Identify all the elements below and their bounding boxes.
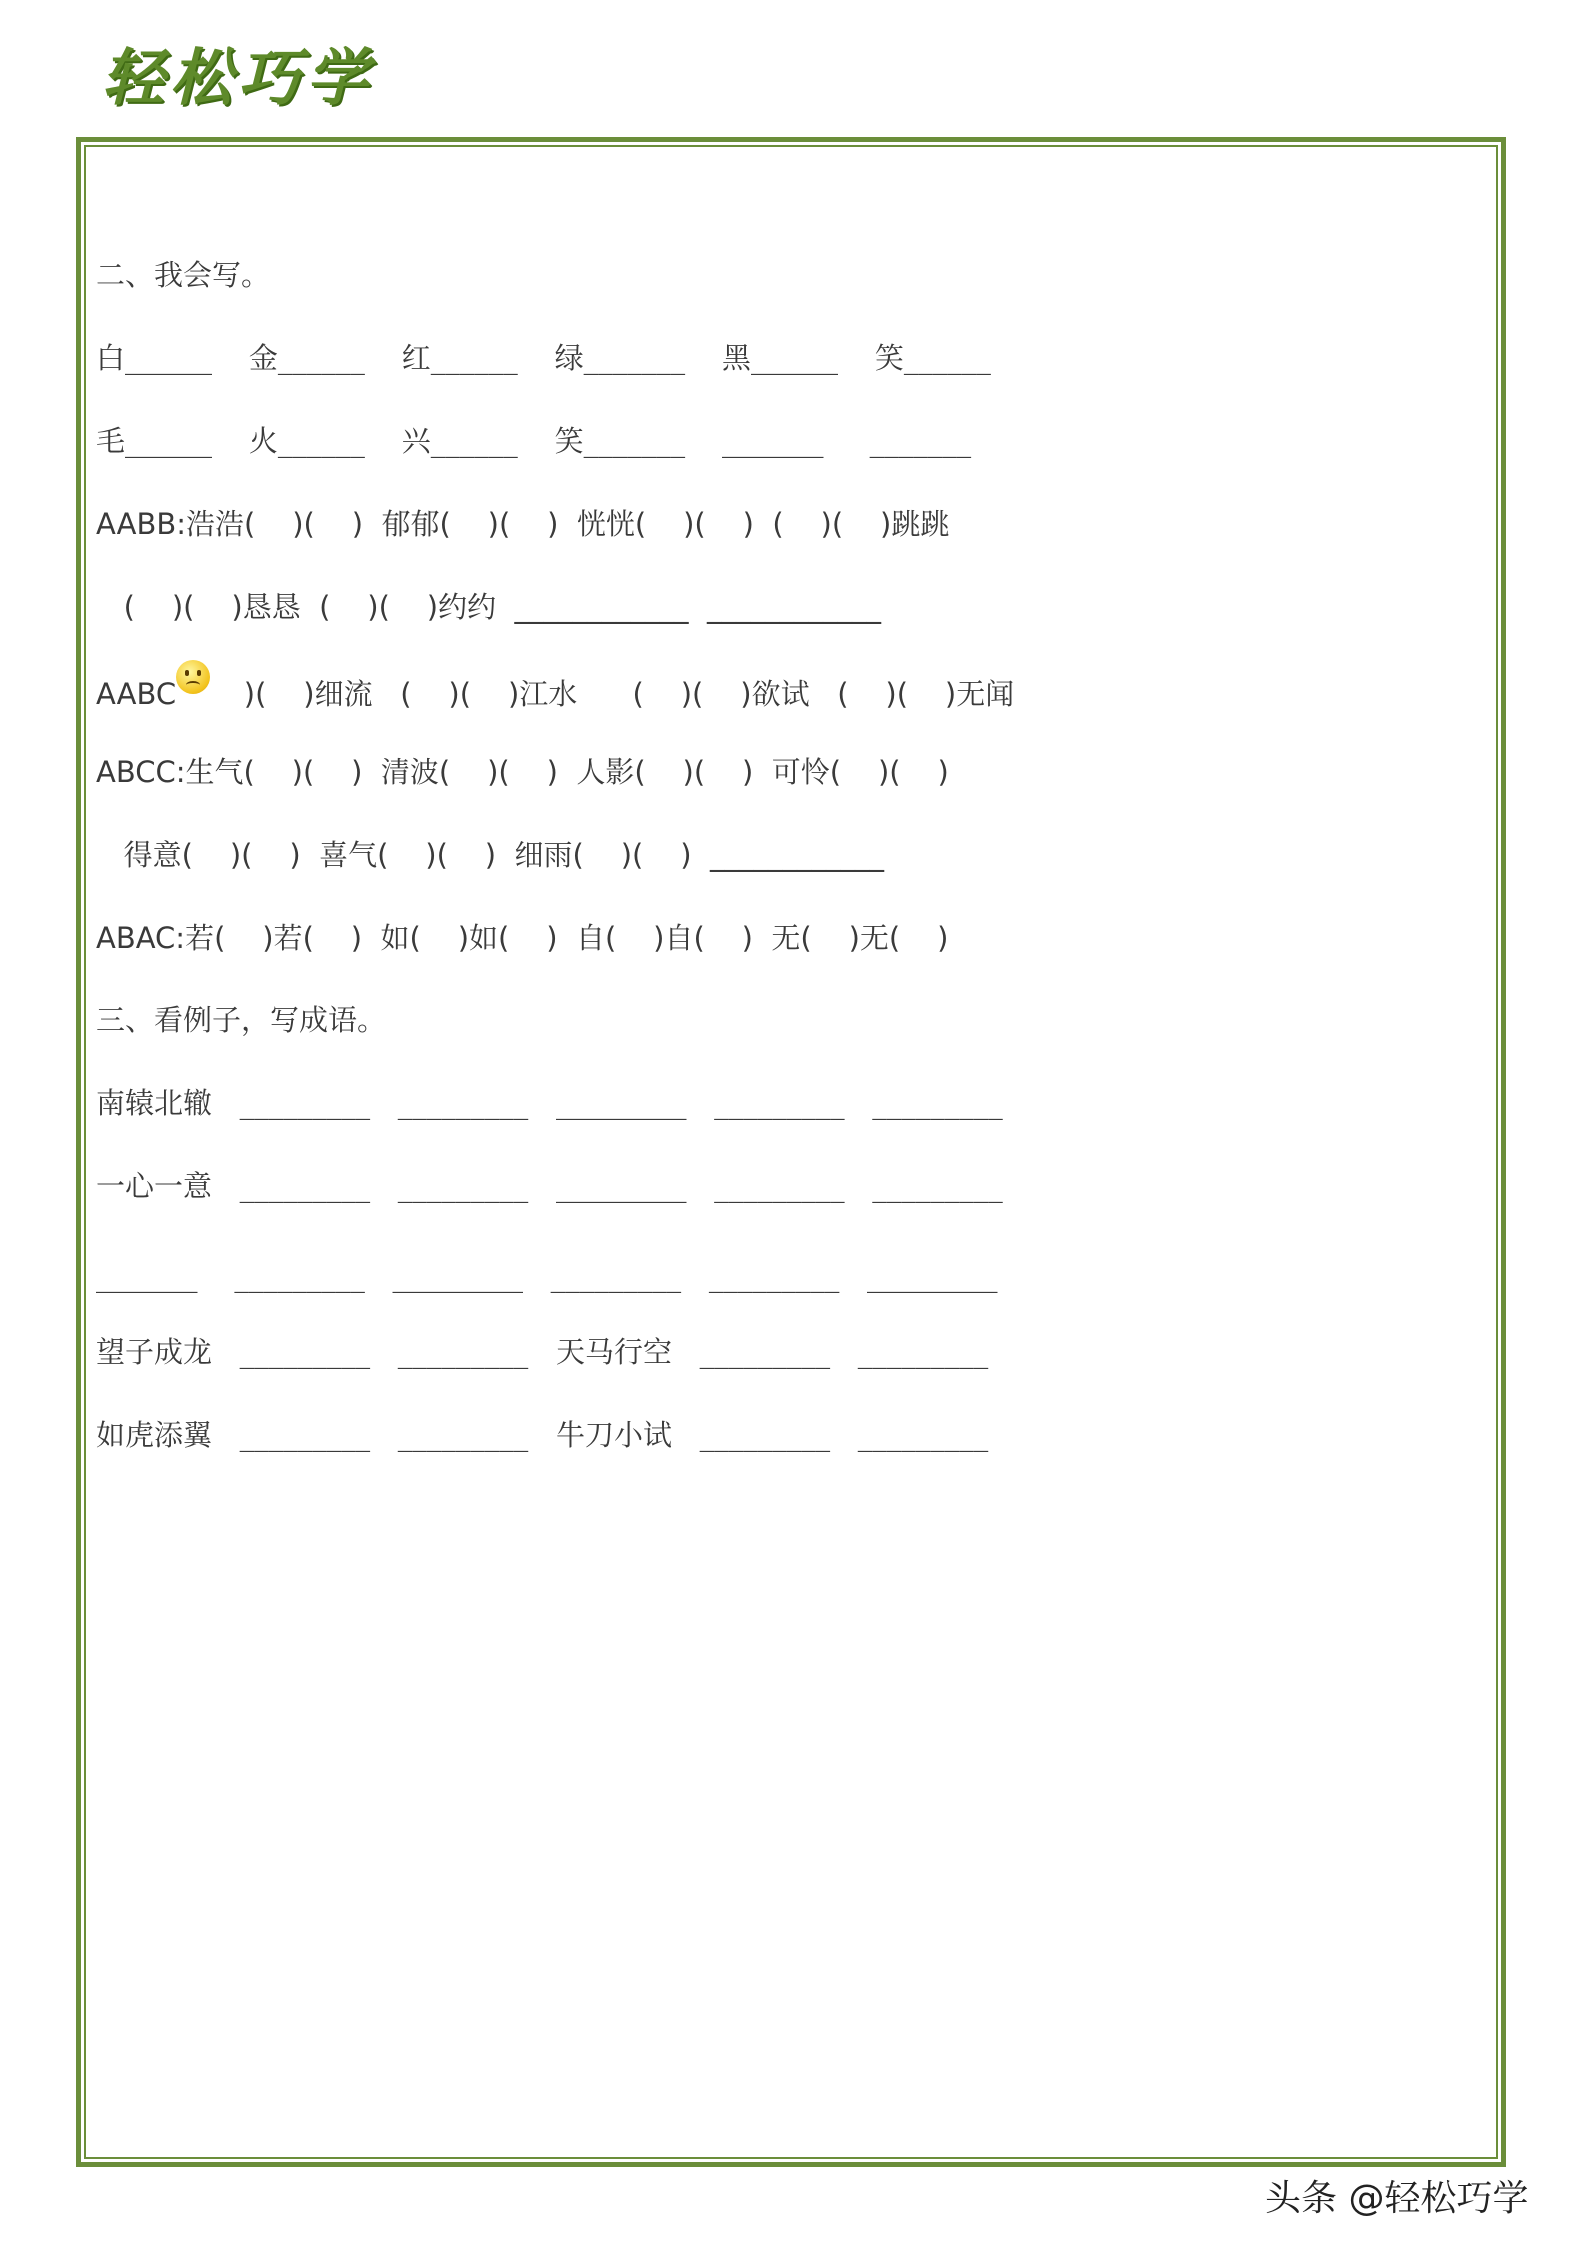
- logo: 轻松巧学: [102, 41, 375, 114]
- sad-face-icon: [176, 660, 210, 694]
- row-colors-2: 毛______ 火______ 兴______ 笑_______ _______ _______: [96, 424, 972, 458]
- row-colors-1: 白______ 金______ 红______ 绿_______ 黑______ 笑______: [96, 341, 991, 375]
- row-example-2: 一心一意 _________ _________ _________ _________ _________: [96, 1169, 1003, 1203]
- row-example-4: 望子成龙 _________ _________ 天马行空 _________ _________: [96, 1335, 989, 1369]
- section-title-2: 二、我会写。: [96, 258, 271, 292]
- aabc-prefix: AABC: [96, 677, 177, 711]
- aabc-rest: )( )细流 ( )( )江水 ( )( )欲试 ( )( )无闻: [216, 677, 1015, 711]
- row-abcc-1: ABCC:生气( )( ) 清波( )( ) 人影( )( ) 可怜( )( ): [96, 755, 949, 789]
- footer-watermark: 头条 @轻松巧学: [1265, 2178, 1529, 2219]
- row-abcc-2: 得意( )( ) 喜气( )( ) 细雨( )( ) ____________: [96, 838, 884, 872]
- row-example-1: 南辕北辙 _________ _________ _________ _________ _________: [96, 1086, 1003, 1120]
- row-example-5: 如虎添翼 _________ _________ 牛刀小试 _________ _________: [96, 1418, 989, 1452]
- row-example-3: _______ _________ _________ _________ _________ _________: [96, 1259, 998, 1293]
- row-aabb-2: ( )( )恳恳 ( )( )约约 ____________ ____________: [96, 590, 881, 624]
- row-aabc: [96, 672, 1014, 714]
- section-title-3: 三、看例子，写成语。: [96, 1003, 387, 1037]
- row-aabb-1: AABB:浩浩( )( ) 郁郁( )( ) 恍恍( )( ) ( )( )跳跳: [96, 507, 950, 541]
- row-abac: ABAC:若( )若( ) 如( )如( ) 自( )自( ) 无( )无( ): [96, 921, 949, 955]
